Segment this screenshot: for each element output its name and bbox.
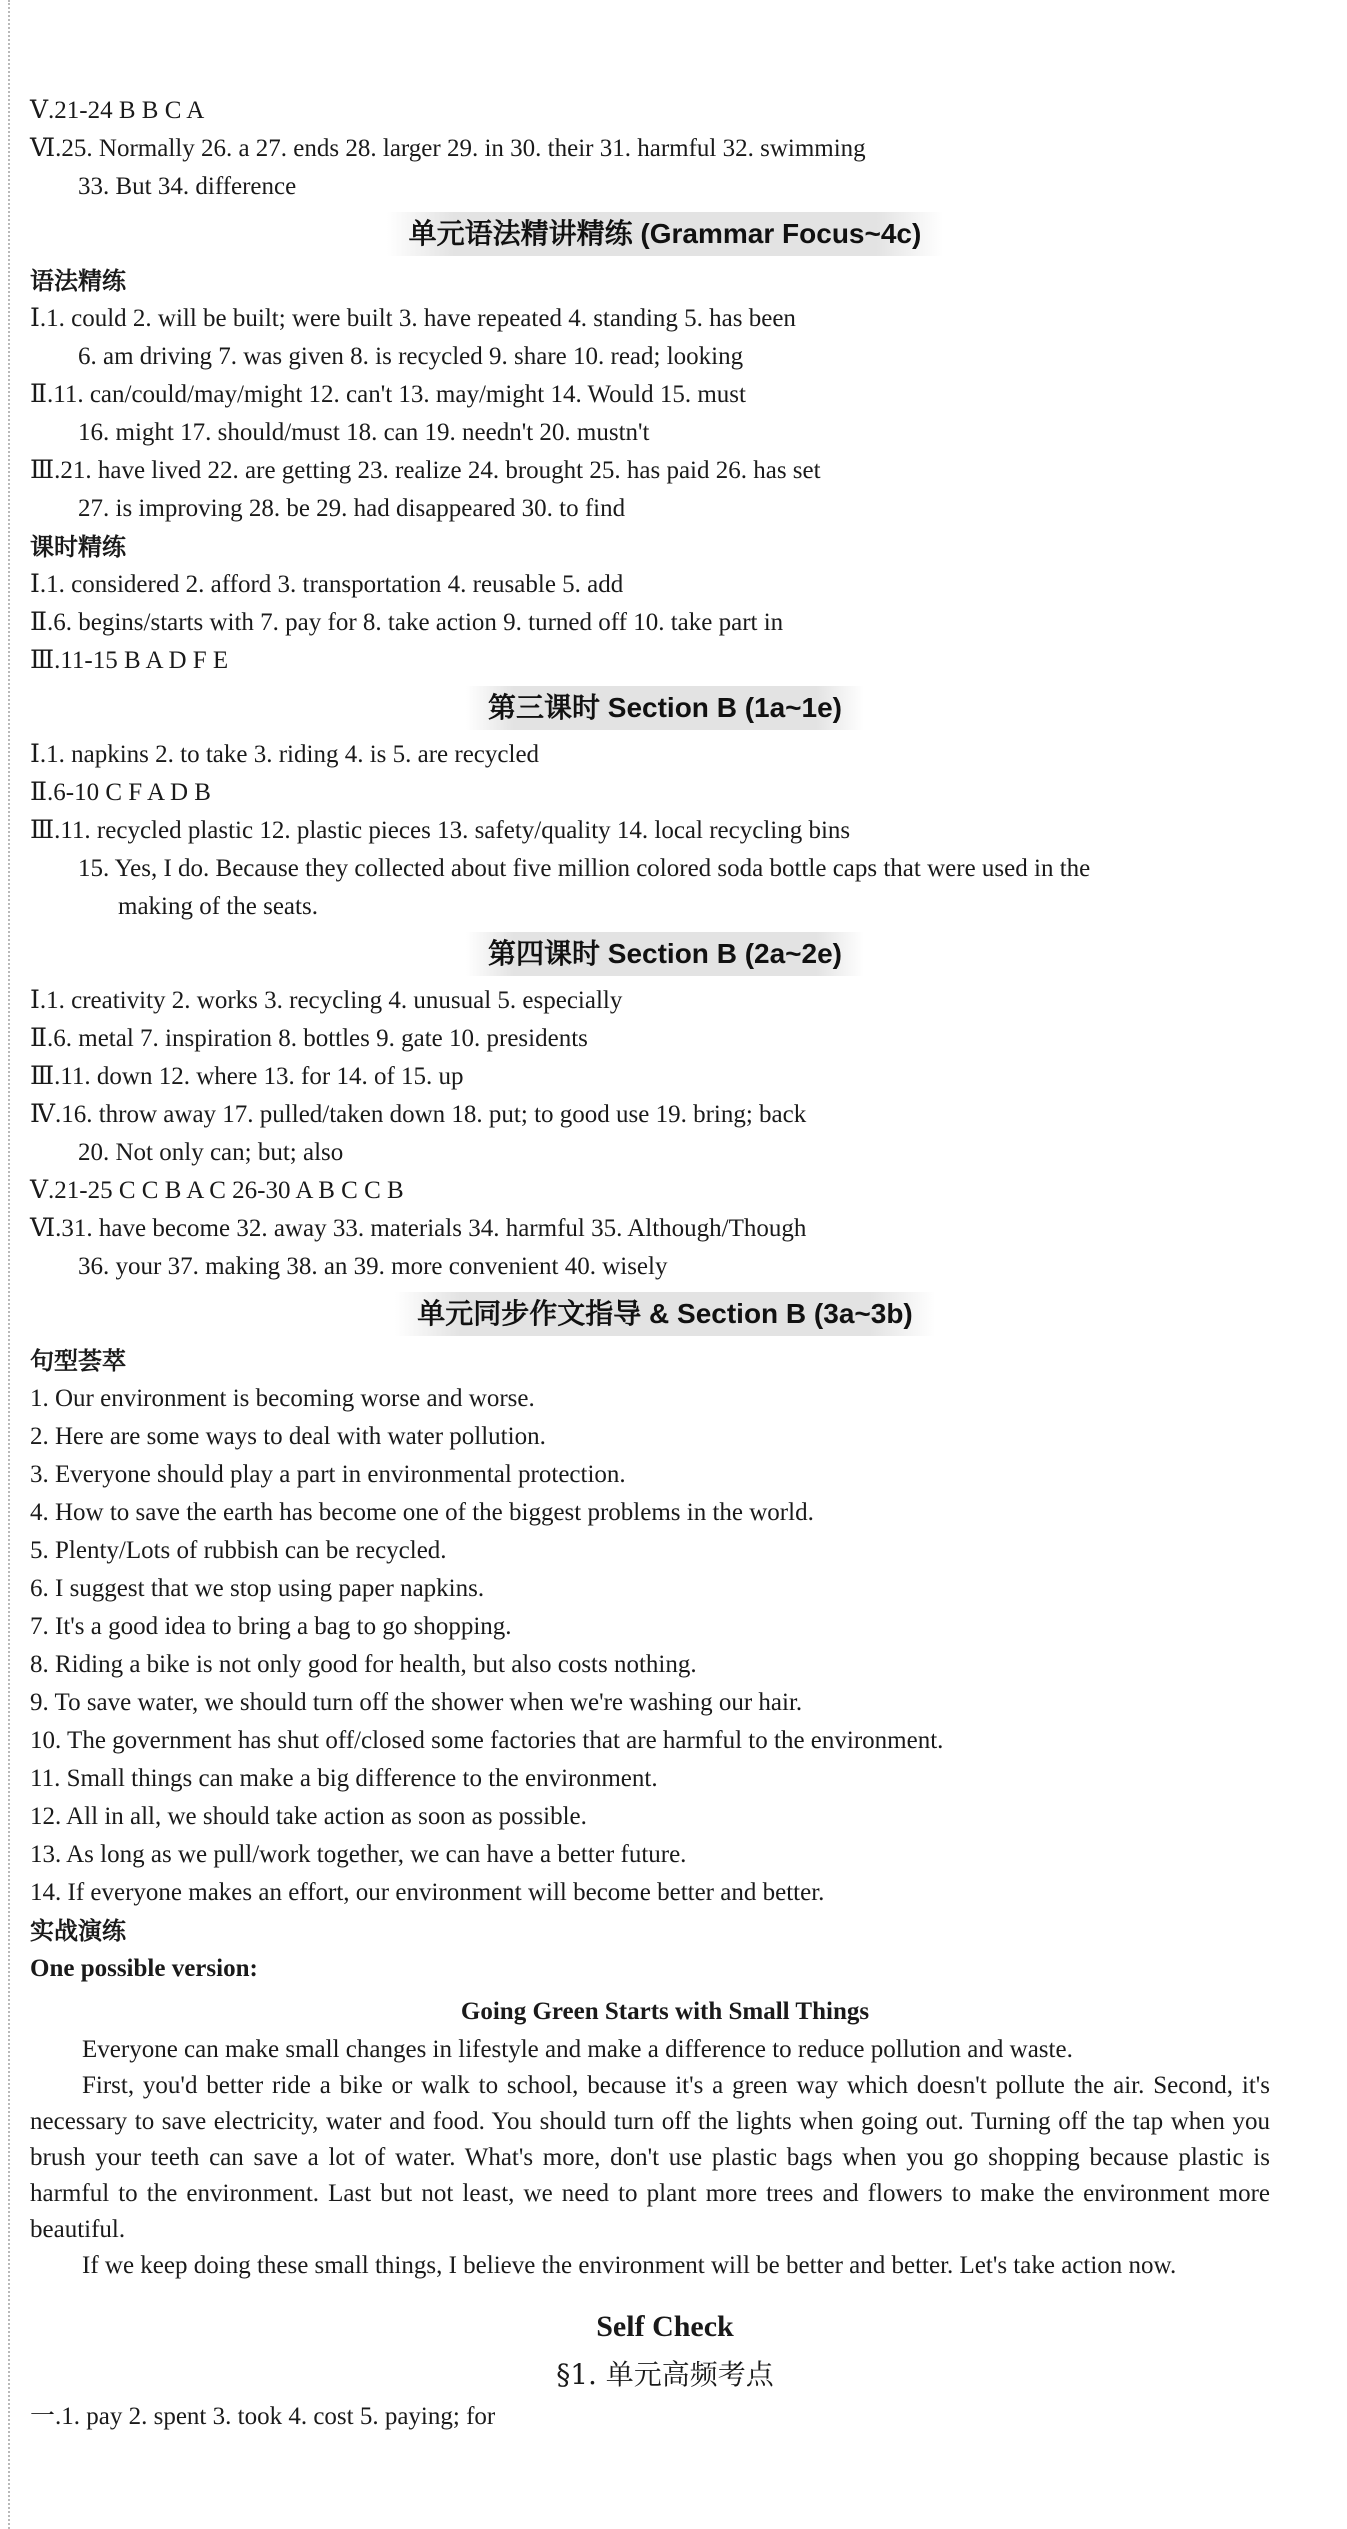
answer-line: Ⅱ.6. begins/starts with 7. pay for 8. take action 9. turned off 10. take part in [30, 609, 784, 636]
essay-paragraph: First, you'd better ride a bike or walk to school, because it's a green way which doesn't pollute the air. Second, it's necessary to save electricity, water and food. You should turn off the lights when going out. Turning off the tap when you brush your teeth can save a lot of water. What's more, don't use plastic bags when you go shopping because plastic is harmful to the environment. Last but not least, we need to plant more trees and flowers to make the environment more beautiful. [30, 2072, 1270, 2243]
answer-line: Ⅲ.11. recycled plastic 12. plastic pieces 13. safety/quality 14. local recycling bins [30, 817, 851, 844]
answer-line: Ⅰ.1. creativity 2. works 3. recycling 4. unusual 5. especially [30, 987, 623, 1014]
answer-line: Ⅵ.31. have become 32. away 33. materials 34. harmful 35. Although/Though [30, 1215, 807, 1242]
answer-line: Ⅱ.11. can/could/may/might 12. can't 13. may/might 14. Would 15. must [30, 381, 746, 408]
answer-line: making of the seats. [118, 893, 318, 920]
sentence-item: 5. Plenty/Lots of rubbish can be recycled. [30, 1537, 447, 1564]
answer-line: Ⅴ.21-24 B B C A [30, 97, 205, 124]
answer-line: Ⅰ.1. napkins 2. to take 3. riding 4. is 5. are recycled [30, 741, 540, 768]
sentence-item: 11. Small things can make a big difference to the environment. [30, 1765, 658, 1792]
sentence-item: 14. If everyone makes an effort, our environment will become better and better. [30, 1879, 825, 1906]
answer-line: 36. your 37. making 38. an 39. more convenient 40. wisely [78, 1253, 668, 1280]
answer-line: 33. But 34. difference [78, 173, 297, 200]
section-one-title: §1. 单元高频考点 [556, 2358, 774, 2391]
answer-line: 16. might 17. should/must 18. can 19. needn't 20. mustn't [78, 419, 650, 446]
answer-line: Ⅲ.11. down 12. where 13. for 14. of 15. up [30, 1063, 464, 1090]
answer-line: Ⅲ.11-15 B A D F E [30, 647, 229, 674]
answer-page [30, 92, 1300, 2436]
heading-text: 单元同步作文指导 & Section B (3a~3b) [395, 1292, 935, 1336]
heading-text: 第三课时 Section B (1a~1e) [466, 686, 864, 730]
subheading-practice: 实战演练 [30, 1917, 126, 1945]
essay-paragraph: If we keep doing these small things, I believe the environment will be better and better. Let's take action now. [82, 2252, 1177, 2279]
heading-text: 单元语法精讲精练 (Grammar Focus~4c) [387, 212, 944, 256]
answer-line: 15. Yes, I do. Because they collected about five million colored soda bottle caps that were used in the [78, 855, 1091, 882]
answer-line: Ⅵ.25. Normally 26. a 27. ends 28. larger 29. in 30. their 31. harmful 32. swimming [30, 135, 866, 162]
section-heading-lesson3 [30, 686, 1300, 734]
answer-line: Ⅲ.21. have lived 22. are getting 23. realize 24. brought 25. has paid 26. has set [30, 457, 821, 484]
sentence-item: 3. Everyone should play a part in environmental protection. [30, 1461, 626, 1488]
heading-text: 第四课时 Section B (2a~2e) [466, 932, 864, 976]
possible-version-label: One possible version: [30, 1955, 258, 1982]
page-binding-edge [8, 0, 10, 2529]
answer-line: Ⅱ.6. metal 7. inspiration 8. bottles 9. gate 10. presidents [30, 1025, 588, 1052]
sentence-item: 7. It's a good idea to bring a bag to go shopping. [30, 1613, 512, 1640]
answer-line: 20. Not only can; but; also [78, 1139, 344, 1166]
sentence-item: 9. To save water, we should turn off the shower when we're washing our hair. [30, 1689, 803, 1716]
answer-line: Ⅱ.6-10 C F A D B [30, 779, 211, 806]
sentence-item: 8. Riding a bike is not only good for health, but also costs nothing. [30, 1651, 697, 1678]
section-heading-grammar [30, 212, 1300, 260]
answer-line: 6. am driving 7. was given 8. is recycled 9. share 10. read; looking [78, 343, 744, 370]
sentence-item: 12. All in all, we should take action as soon as possible. [30, 1803, 587, 1830]
sentence-item: 13. As long as we pull/work together, we can have a better future. [30, 1841, 687, 1868]
essay-paragraph: Everyone can make small changes in lifestyle and make a difference to reduce pollution and waste. [82, 2036, 1073, 2063]
sentence-item: 1. Our environment is becoming worse and worse. [30, 1385, 535, 1412]
answer-line: 一.1. pay 2. spent 3. took 4. cost 5. paying; for [30, 2403, 496, 2430]
sentence-item: 6. I suggest that we stop using paper napkins. [30, 1575, 485, 1602]
section-heading-lesson4 [30, 932, 1300, 980]
sentence-item: 10. The government has shut off/closed some factories that are harmful to the environment. [30, 1727, 944, 1754]
answer-line: Ⅴ.21-25 C C B A C 26-30 A B C C B [30, 1177, 404, 1204]
answer-line: 27. is improving 28. be 29. had disappeared 30. to find [78, 495, 626, 522]
answer-line: Ⅳ.16. throw away 17. pulled/taken down 18. put; to good use 19. bring; back [30, 1101, 807, 1128]
answer-line: Ⅰ.1. could 2. will be built; were built 3. have repeated 4. standing 5. has been [30, 305, 796, 332]
subheading-grammar-practice: 语法精练 [30, 267, 126, 295]
sentence-item: 4. How to save the earth has become one of the biggest problems in the world. [30, 1499, 814, 1526]
subheading-sentence-patterns: 句型荟萃 [30, 1347, 126, 1375]
subheading-lesson-practice: 课时精练 [30, 533, 126, 561]
sentence-item: 2. Here are some ways to deal with water pollution. [30, 1423, 546, 1450]
section-heading-writing [30, 1292, 1300, 1340]
essay-title: Going Green Starts with Small Things [460, 1998, 870, 2025]
self-check-title: Self Check [596, 2310, 734, 2343]
answer-line: Ⅰ.1. considered 2. afford 3. transportation 4. reusable 5. add [30, 571, 624, 598]
